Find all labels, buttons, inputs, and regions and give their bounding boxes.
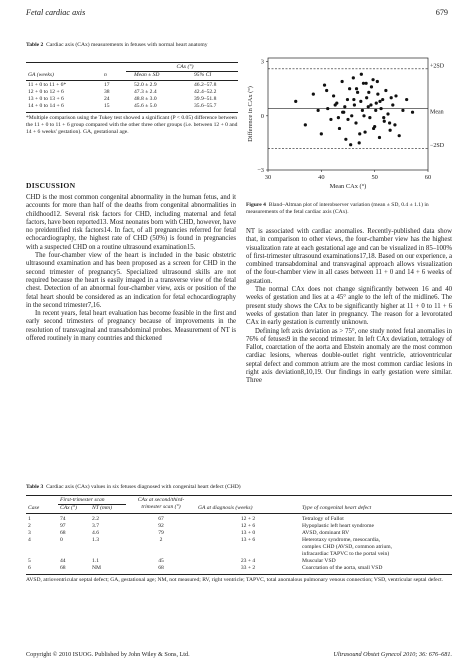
data-point [372, 127, 375, 130]
y-tick-label: −3 [257, 167, 264, 174]
data-point [365, 82, 368, 85]
data-point [350, 114, 353, 117]
data-point [369, 103, 372, 106]
data-point [384, 89, 387, 92]
data-point [376, 80, 379, 83]
data-point [346, 98, 349, 101]
table3-col-type: Type of congenital heart defect [302, 505, 372, 511]
data-point [346, 118, 349, 121]
figure4-caption [246, 202, 448, 216]
data-point [391, 103, 394, 106]
table-row: 12 + 0 to 12 + 6 38 47.3 ± 2.4 42.4–52.2 [28, 89, 217, 95]
reference-line-label: Mean [430, 109, 444, 116]
paragraph: The normal CAx does not change significantly between 16 and 40 weeks of gestation and lies at a 45° angle to the left of the midline6. The present study shows the CAx to be significantly higher at 11 + 0 to 11 + 6 weeks of gestation than later in pregnancy. The reason for a levorotated CAx in early gestation is currently unknown. [246, 286, 452, 327]
table-row: 11 + 0 to 11 + 6* 17 52.0 ± 2.9 46.2–57.8 [28, 82, 217, 88]
bland-altman-chart [246, 50, 452, 198]
data-point [379, 107, 382, 110]
table2 [26, 64, 238, 136]
table3-caption [26, 484, 452, 491]
data-point [341, 80, 344, 83]
data-point [348, 87, 351, 90]
data-point [320, 132, 323, 135]
table2-top-rule [26, 62, 238, 63]
x-tick-label: 50 [371, 174, 378, 181]
table2-caption-text: Cardiac axis (CAx) measurements in fetuses with normal heart anatomy [46, 42, 208, 48]
table2-col-ga: GA (weeks) [28, 72, 54, 78]
table3-top-rule [26, 495, 452, 496]
data-point [326, 107, 329, 110]
data-point [363, 130, 366, 133]
x-axis-label: Mean CAx (°) [329, 183, 367, 190]
table3-col-case: Case [28, 505, 40, 511]
data-point [358, 132, 361, 135]
table2-footnote: *Multiple comparison using the Tukey test showed a significant (P < 0.05) difference between the 11 + 0 to 11 + 6 group compared with the other three other groups (i.e. between 12 + 0 and 14 + 6 weeks' gestation). GA, gestational age. [26, 115, 238, 135]
paragraph: The four-chamber view of the heart is included in the basic obstetric ultrasound examination and has been proposed as a screen for CHD in the second trimester of pregnancy5. Specialized ultrasound skills are not required because the heart is easily imaged in a transverse view of the fetal chest. Detection of an abnormal four-chamber view, axis or position of the fetal heart should be considered as an indication for fetal echocardiography in the second trimester7,16. [26, 252, 236, 309]
y-axis-label: Difference in CAx (°) [247, 86, 254, 142]
y-tick-label: 3 [260, 58, 264, 66]
reference-line-label: −2SD [430, 142, 445, 149]
data-point [323, 83, 326, 86]
data-point [317, 109, 320, 112]
data-point [371, 78, 374, 81]
table2-col-mean: Mean ± SD [134, 72, 160, 78]
data-point [353, 103, 356, 106]
data-point [349, 143, 352, 146]
table-row: 5 44 1.1 45 23 + 4 Muscular VSD [28, 558, 336, 564]
data-point [360, 73, 363, 76]
left-column [26, 194, 236, 343]
data-point [382, 116, 385, 119]
data-point [370, 85, 373, 88]
data-point [378, 136, 381, 139]
table2-caption [26, 42, 236, 49]
x-tick-label: 60 [424, 174, 432, 181]
table3-group-first: First-trimester scan [60, 497, 105, 503]
data-point [304, 123, 307, 126]
data-point [388, 121, 391, 124]
page-number: 679 [435, 8, 448, 17]
paragraph: In recent years, fetal heart evaluation has become feasible in the first and early second trimesters of pregnancy because of improvements in the resolution of transvaginal and transabdominal probes. Measurement of NT is offered routinely in many countries and thickened [26, 310, 236, 343]
data-point [361, 109, 364, 112]
table-row: 13 + 0 to 13 + 6 24 48.8 ± 3.0 39.9–51.8 [28, 96, 217, 102]
data-point [344, 138, 347, 141]
data-point [398, 134, 401, 137]
table3-col-nt: NT (mm) [92, 505, 112, 511]
data-point [343, 105, 346, 108]
table-row: 14 + 0 to 14 + 6 15 45.6 ± 5.0 35.6–55.7 [28, 103, 217, 109]
data-point [294, 100, 297, 103]
footer-journal: Ultrasound Obstet Gynecol 2010; 36: 676–681. [333, 651, 452, 658]
table-row: 1 74 2.2 67 12 + 2 Tetralogy of Fallot [28, 516, 344, 522]
y-tick-label: 0 [260, 112, 264, 120]
table3 [26, 497, 452, 584]
x-tick-label: 30 [264, 174, 272, 181]
data-point [367, 105, 370, 108]
figure4-label: Figure 4 [246, 202, 266, 208]
data-point [393, 123, 396, 126]
data-point [394, 94, 397, 97]
data-point [365, 96, 368, 99]
running-title: Fetal cardiac axis [26, 8, 86, 17]
paragraph: Defining left axis deviation as > 75°, one study noted fetal anomalies in 76% of fetuses9 in the second trimester. In left CAx deviation, tetralogy of Fallot, coarctation of the aorta and Ebstein anomaly are the most common cardiac lesions, whereas double-outlet right ventricle, atrioventricular septal defect and common atrium are the most common cardiac lesions in right axis deviation8,10,19. Our findings in early gestation were similar. Three [246, 327, 452, 385]
table2-label: Table 2 [26, 42, 44, 48]
data-point [368, 116, 371, 119]
data-point [374, 109, 377, 112]
table2-col-ci: 95% CI [194, 72, 212, 78]
data-point [389, 129, 392, 132]
data-point [386, 112, 389, 115]
data-point [341, 111, 344, 114]
data-point [411, 111, 414, 114]
table3-footnote: AVSD, atrioventricular septal defect; GA, gestational age; NM, not measured; RV, right ventricle; TAPVC, total anomalous pulmonary venous connection; VSD, ventricular septal defect. [26, 577, 444, 583]
table3-col-cax: CAx (°) [60, 505, 77, 511]
table-row: 4 0 1.3 2 13 + 6 Heterotaxy syndrome, mesocardia, complex CHD (AVSD, common atrium, infracardiac TAPVC to the portal vein) [28, 537, 393, 557]
data-point [390, 96, 393, 99]
data-point [352, 98, 355, 101]
data-point [338, 127, 341, 130]
data-point [329, 118, 332, 121]
x-tick-label: 40 [318, 174, 325, 181]
plot-frame [268, 58, 428, 170]
table3-col-cax-second: CAx at second/third-trimester scan (°) [137, 497, 185, 510]
data-point [332, 94, 335, 97]
data-point [359, 100, 362, 103]
footer-copyright: Copyright © 2010 ISUOG. Published by John Wiley & Sons, Ltd. [26, 651, 190, 658]
data-point [383, 120, 386, 123]
data-point [334, 103, 337, 106]
figure4-caption-text: Bland–Altman plot of interobserver variation (mean ± SD, 0.4 ± 1.1) in measurements of the fetal cardiac axis (CAx). [246, 202, 429, 215]
data-point [356, 91, 359, 94]
table3-label: Table 3 [26, 484, 44, 490]
paragraph: NT is associated with cardiac anomalies. Recently-published data show that, in comparison to other views, the four-chamber view has the highest visualization rate at each gestational age and can be visualized in 85–100% of first-trimester ultrasound examinations17,18. Based on our experience, a combined transabdominal and transvaginal approach allows visualization of the four-chamber view in all cases between 11 + 0 and 14 + 6 weeks of gestation. [246, 228, 452, 285]
table-row: 2 97 3.7 92 12 + 6 Hypoplastic left heart syndrome [28, 523, 374, 529]
table3-caption-text: Cardiac axis (CAx) values in six fetuses diagnosed with congenital heart defect (CHD) [46, 484, 241, 490]
table-row: 6 68 NM 68 33 + 2 Coarctation of the aorta, small VSD [28, 565, 383, 571]
data-point [381, 98, 384, 101]
data-point [337, 116, 340, 119]
data-point [358, 141, 361, 144]
paragraph: CHD is the most common congenital abnormality in the human fetus, and it accounts for more than half of the deaths from congenital abnormalities in childhood12. Several risk factors for CHD, including maternal and fetal factors, have been reported13. Most neonates born with CHD, however, have no preidentified risk factors14. In fact, of all pregnancies referred for fetal echocardiography, the highest rate of CHD (50%) is found in pregnancies with a suspected CHD on a routine ultrasound examination15. [26, 194, 236, 251]
right-column [246, 228, 452, 386]
data-point [355, 87, 358, 90]
data-point [401, 109, 404, 112]
data-point [362, 114, 365, 117]
section-heading: DISCUSSION [26, 181, 76, 190]
data-point [354, 121, 357, 124]
data-point [375, 102, 378, 105]
data-point [352, 76, 355, 79]
data-point [405, 98, 408, 101]
data-point [312, 93, 315, 96]
reference-line-label: +2SD [430, 63, 445, 70]
data-point [325, 89, 328, 92]
table2-col-n: n [104, 72, 107, 78]
table3-col-ga: GA at diagnosis (weeks) [198, 505, 253, 511]
table-row: 3 68 4.6 79 13 + 0 AVSD, dominant RV [28, 530, 350, 536]
data-point [376, 93, 379, 96]
data-point [378, 100, 381, 103]
table2-group-header: CAx (°) [176, 64, 194, 70]
data-point [367, 91, 370, 94]
